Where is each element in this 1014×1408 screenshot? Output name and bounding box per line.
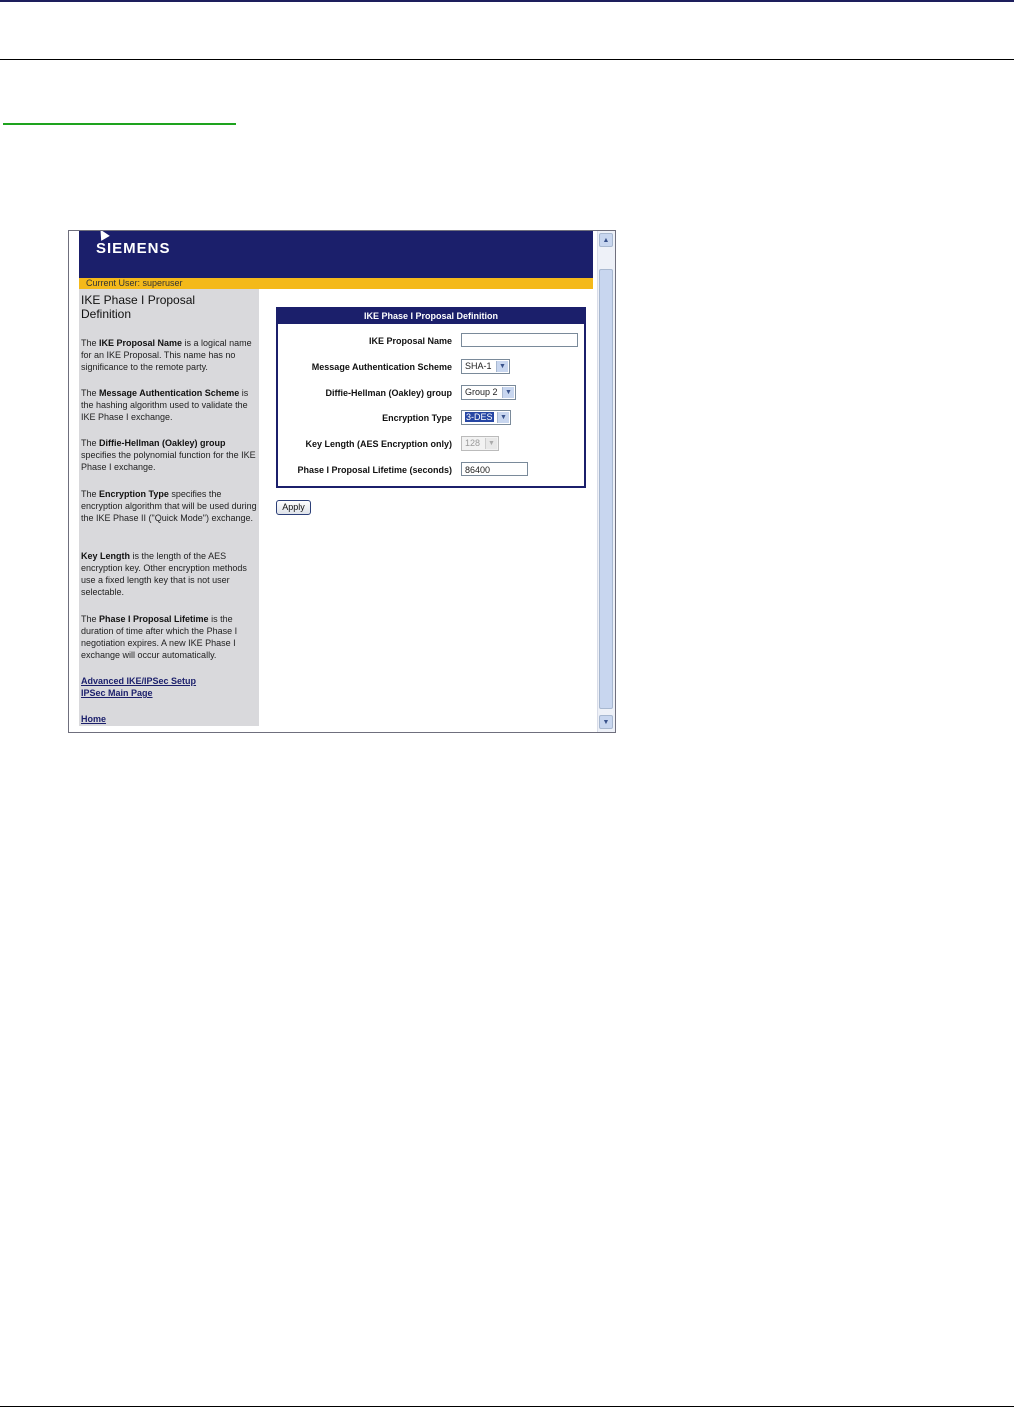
help-sidebar <box>79 289 259 726</box>
section-heading-rule <box>3 123 236 125</box>
scrollbar-thumb[interactable] <box>599 269 613 709</box>
help-paragraph-dh-group: The Diffie-Hellman (Oakley) group specifies the polynomial function for the IKE Phase I exchange. <box>81 438 256 472</box>
link-advanced-ike-ipsec-setup[interactable]: Advanced IKE/IPSec Setup <box>81 676 197 686</box>
dh-group-select[interactable]: Group 2 ▼ <box>461 385 516 400</box>
vertical-scrollbar[interactable] <box>597 231 615 732</box>
label-dh-group: Diffie-Hellman (Oakley) group <box>325 388 452 398</box>
help-paragraph-lifetime: The Phase I Proposal Lifetime is the duration of time after which the Phase I negotiation expires. A new IKE Phase I exchange will occur automatically. <box>81 614 238 660</box>
label-auth-scheme: Message Authentication Scheme <box>311 362 452 372</box>
link-ipsec-main-page[interactable]: IPSec Main Page <box>81 688 153 698</box>
label-encryption-type: Encryption Type <box>382 413 452 423</box>
document-header-rule <box>0 59 1014 60</box>
proposal-definition-panel <box>276 307 586 488</box>
label-key-length: Key Length (AES Encryption only) <box>305 439 452 449</box>
sidebar-title: IKE Phase I Proposal Definition <box>81 293 196 321</box>
help-paragraph-auth-scheme: The Message Authentication Scheme is the hashing algorithm used to validate the IKE Phase I exchange. <box>81 388 249 422</box>
chevron-down-icon: ▼ <box>485 438 497 449</box>
help-paragraph-encryption-type: The Encryption Type specifies the encryption algorithm that will be used during the IKE Phase II ("Quick Mode") exchange. <box>81 489 257 523</box>
proposal-name-input[interactable] <box>461 333 578 347</box>
current-user-bar <box>79 278 593 289</box>
header-banner <box>79 231 593 278</box>
siemens-logo: SIEMENS <box>96 240 171 257</box>
lifetime-input[interactable]: 86400 <box>461 462 528 476</box>
chevron-down-icon[interactable]: ▼ <box>497 412 509 423</box>
auth-scheme-select[interactable]: SHA-1 ▼ <box>461 359 510 374</box>
browser-screenshot <box>68 230 616 733</box>
encryption-type-select[interactable]: 3-DES ▼ <box>461 410 511 425</box>
document-top-rule <box>0 0 1014 2</box>
document-footer-rule <box>0 1406 1014 1407</box>
key-length-select: 128 ▼ <box>461 436 499 451</box>
label-lifetime: Phase I Proposal Lifetime (seconds) <box>297 465 452 475</box>
scroll-up-icon[interactable]: ▲ <box>599 233 613 247</box>
apply-button[interactable]: Apply <box>276 500 311 515</box>
panel-title: IKE Phase I Proposal Definition <box>278 309 584 324</box>
chevron-down-icon[interactable]: ▼ <box>496 361 508 372</box>
help-paragraph-proposal-name: The IKE Proposal Name is a logical name for an IKE Proposal. This name has no significance to the remote party. <box>81 338 252 372</box>
help-paragraph-key-length: Key Length is the length of the AES encryption key. Other encryption methods use a fixed length key that is not user selectable. <box>81 551 247 597</box>
chevron-down-icon[interactable]: ▼ <box>502 387 514 398</box>
link-home[interactable]: Home <box>81 714 107 724</box>
current-user-text: Current User: superuser <box>86 278 183 288</box>
scroll-down-icon[interactable]: ▼ <box>599 715 613 729</box>
label-proposal-name: IKE Proposal Name <box>368 336 452 346</box>
